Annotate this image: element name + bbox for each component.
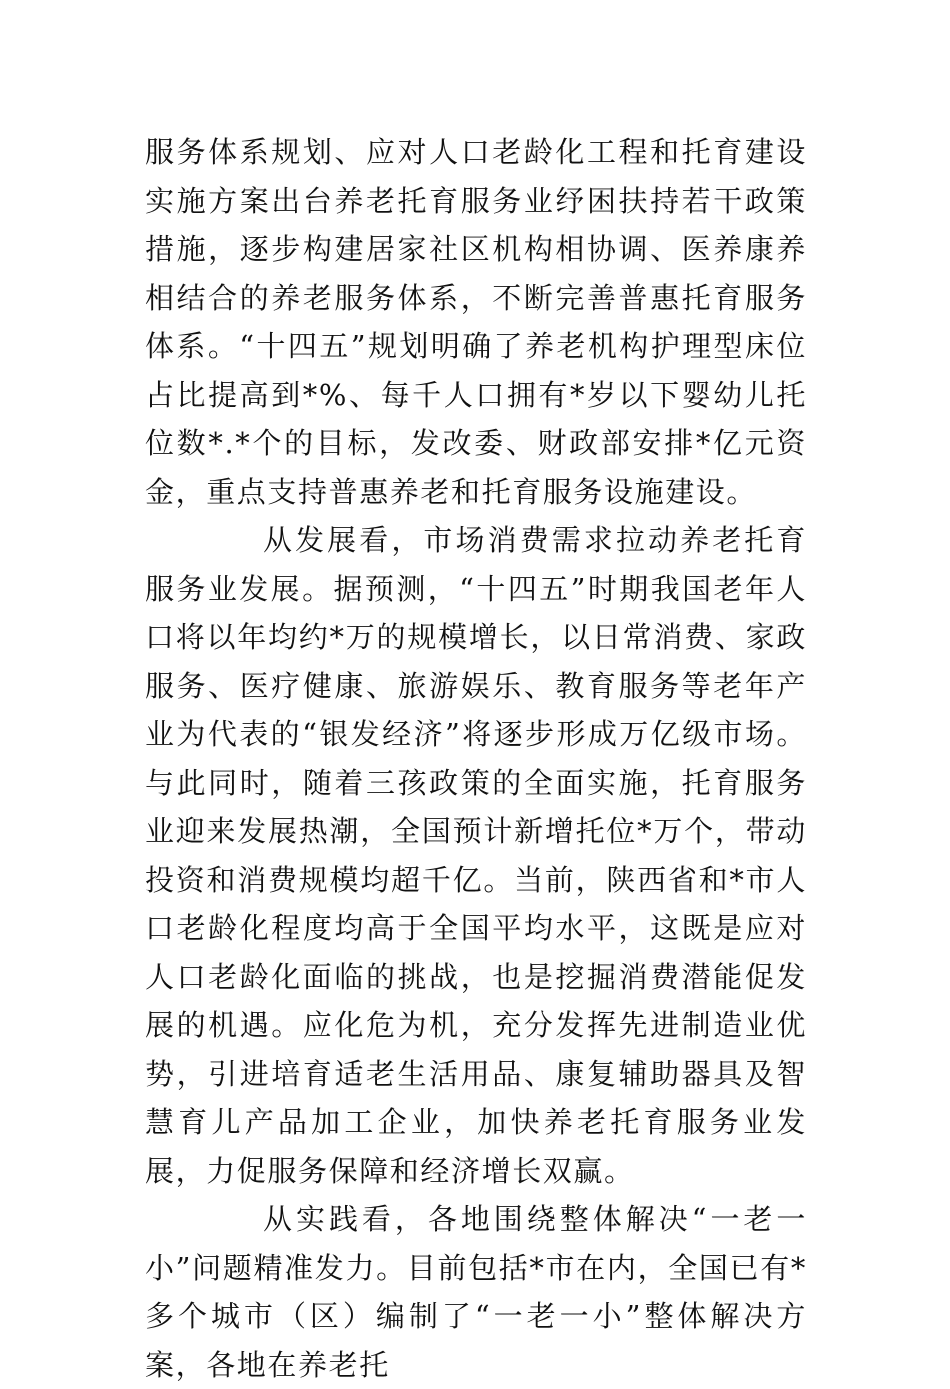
paragraph-1: 服务体系规划、应对人口老龄化工程和托育建设实施方案出台养老托育服务业纾困扶持若干政策措施，逐步构建居家社区机构相协调、医养康养相结合的养老服务体系，不断完善普惠托育服务体系。“十四五”规划明确了养老机构护理型床位占比提高到*%、每千人口拥有*岁以下婴幼儿托位数*.*个的目标，发改委、财政部安排*亿元资金，重点支持普惠养老和托育服务设施建设。 — [145, 135, 807, 509]
paragraph-3: 从实践看，各地围绕整体解决“一老一小”问题精准发力。目前包括*市在内，全国已有*多个城市（区）编制了“一老一小”整体解决方案，各地在养老托 — [145, 1202, 807, 1382]
document-body — [145, 128, 807, 1389]
paragraph-2: 从发展看，市场消费需求拉动养老托育服务业发展。据预测，“十四五”时期我国老年人口将以年均约*万的规模增长，以日常消费、家政服务、医疗健康、旅游娱乐、教育服务等老年产业为代表的“银发经济”将逐步形成万亿级市场。与此同时，随着三孩政策的全面实施，托育服务业迎来发展热潮，全国预计新增托位*万个，带动投资和消费规模均超千亿。当前，陕西省和*市人口老龄化程度均高于全国平均水平，这既是应对人口老龄化面临的挑战，也是挖掘消费潜能促发展的机遇。应化危为机，充分发挥先进制造业优势，引进培育适老生活用品、康复辅助器具及智慧育儿产品加工企业，加快养老托育服务业发展，力促服务保障和经济增长双赢。 — [145, 523, 807, 1188]
